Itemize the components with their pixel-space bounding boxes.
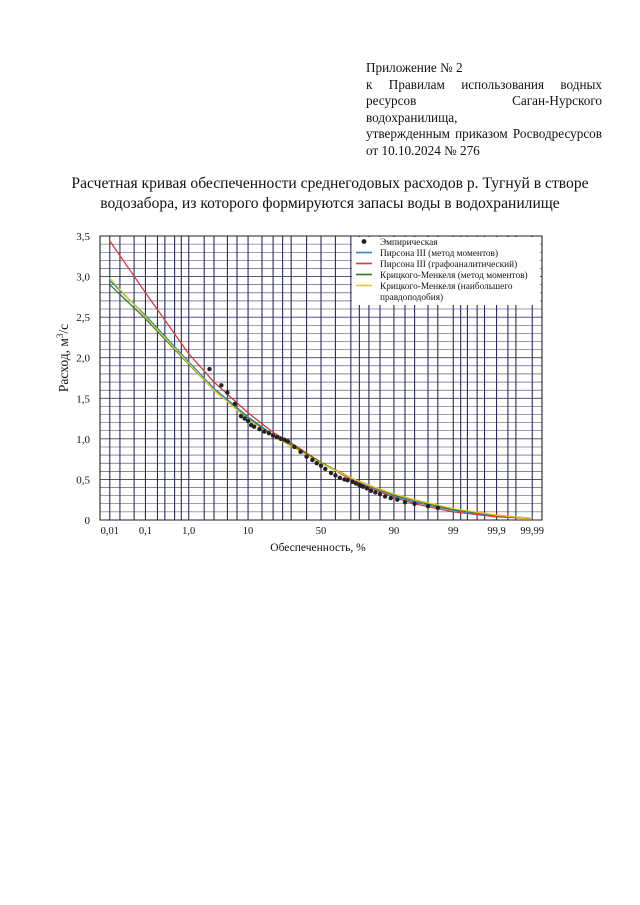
annex-line: от 10.10.2024 № 276: [366, 142, 480, 158]
y-axis-label-base: Расход, м: [56, 338, 71, 393]
empirical-point: [403, 500, 407, 504]
legend-label: Пирсона III (метод моментов): [380, 249, 499, 259]
y-axis-label: [55, 324, 71, 392]
empirical-point: [292, 445, 296, 449]
legend-label: Крицкого-Менкеля (метод моментов): [380, 271, 528, 281]
empirical-point: [426, 504, 430, 508]
chart-title-line: Расчетная кривая обеспеченности среднегодовых расходов р. Тугнуй в створе: [71, 175, 589, 192]
empirical-point: [365, 486, 369, 490]
x-tick-label: 99,99: [520, 526, 545, 537]
empirical-point: [271, 433, 275, 437]
empirical-point: [262, 429, 266, 433]
empirical-point: [333, 473, 337, 477]
empirical-point: [246, 419, 250, 423]
y-tick-label: 3,0: [76, 271, 90, 284]
annex-line: Приложение № 2: [366, 60, 463, 75]
empirical-point: [239, 414, 243, 418]
empirical-point: [275, 435, 279, 439]
y-tick-labels: [76, 231, 90, 527]
x-axis-label: Обеспеченность, %: [270, 542, 366, 554]
y-tick-label: 3,5: [76, 231, 90, 243]
annex-line: ресурсов Саган-Нурского водохранилища,: [366, 93, 602, 125]
empirical-point: [286, 439, 290, 443]
empirical-point: [389, 496, 393, 500]
chart-legend: [352, 237, 540, 305]
x-tick-labels: [101, 526, 544, 537]
y-tick-label: 1,0: [76, 433, 90, 446]
empirical-point: [323, 467, 327, 471]
y-axis-label-tail: /с: [56, 323, 71, 334]
empirical-point: [207, 367, 211, 371]
x-tick-label: 0,1: [138, 526, 153, 537]
empirical-point: [329, 471, 333, 475]
empirical-point: [436, 506, 440, 510]
empirical-point: [225, 390, 229, 394]
empirical-point: [315, 461, 319, 465]
x-tick-label: 90: [388, 526, 400, 537]
x-tick-label: 10: [242, 526, 254, 537]
x-tick-label: 99,9: [487, 526, 506, 537]
empirical-point: [219, 383, 223, 387]
empirical-point: [252, 424, 256, 428]
chart-title-line: водозабора, из которого формируются запасы воды в водохранилище: [100, 195, 560, 212]
annex-line: утвержденным приказом Росводресурсов: [366, 126, 602, 141]
y-tick-label: 2,0: [76, 352, 90, 365]
legend-label: Крицкого-Менкеля (наибольшего: [380, 282, 513, 292]
y-tick-label: 1,5: [76, 393, 90, 406]
annex-line: к Правилам использования водных: [366, 76, 602, 92]
legend-label: Эмпирическая: [380, 238, 438, 248]
y-tick-label: 0,5: [76, 474, 90, 487]
empirical-point: [345, 478, 349, 482]
x-tick-label: 50: [315, 526, 327, 537]
empirical-point: [298, 450, 302, 454]
empirical-point: [383, 494, 387, 498]
empirical-point: [395, 498, 399, 502]
x-tick-label: 99: [448, 526, 459, 537]
y-tick-label: 0: [84, 515, 90, 527]
empirical-point: [361, 485, 365, 489]
empirical-point: [412, 502, 416, 506]
empirical-point: [378, 492, 382, 496]
legend-marker: [362, 239, 367, 244]
empirical-point: [338, 476, 342, 480]
empirical-point: [310, 458, 314, 462]
empirical-point: [373, 490, 377, 494]
empirical-point: [257, 427, 261, 431]
legend-label: правдоподобия): [380, 293, 444, 303]
x-tick-label: 1,0: [182, 526, 196, 537]
empirical-point: [369, 489, 373, 493]
y-tick-label: 2,5: [76, 312, 90, 325]
x-tick-label: 0,01: [100, 526, 119, 537]
empirical-point: [319, 463, 323, 467]
empirical-point: [304, 455, 308, 459]
y-axis-label-sup: 3: [55, 333, 65, 339]
empirical-point: [267, 431, 271, 435]
legend-label: Пирсона III (графоаналитический): [380, 260, 518, 270]
empirical-point: [233, 402, 237, 406]
